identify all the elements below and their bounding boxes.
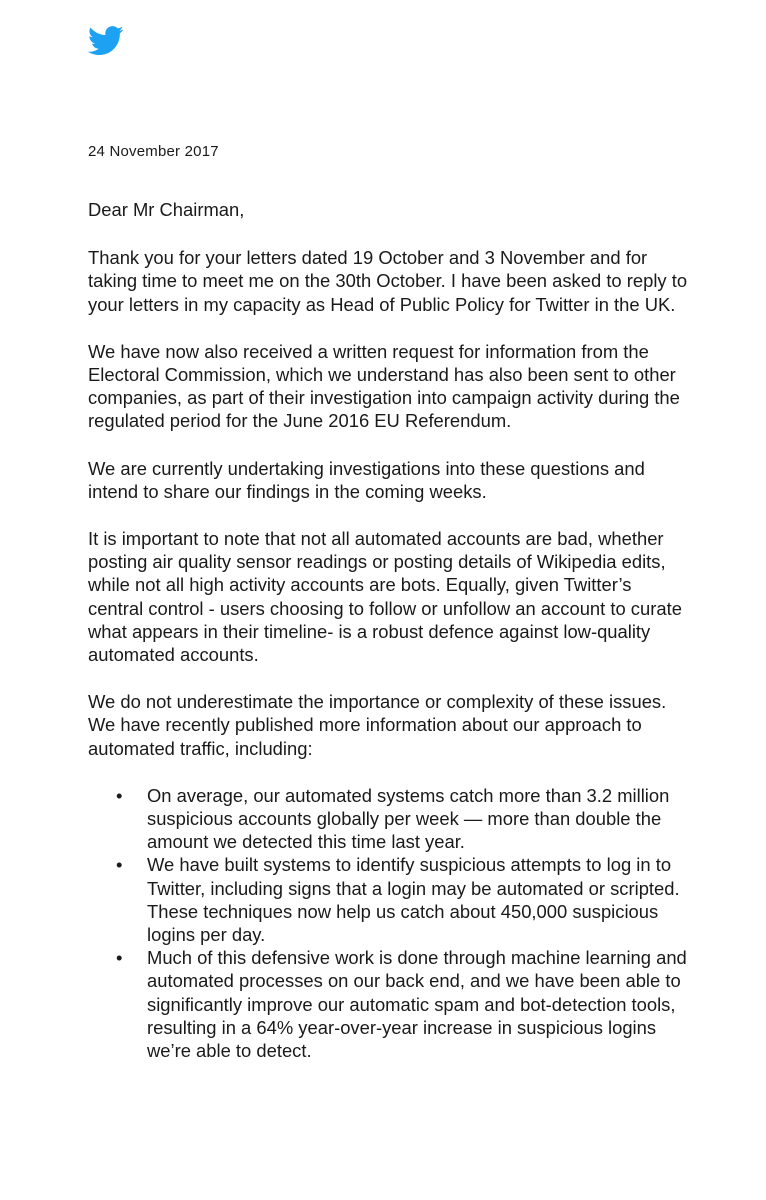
bullet-list (88, 784, 688, 1062)
bullet-marker: • (116, 947, 123, 969)
salutation: Dear Mr Chairman, (88, 199, 245, 220)
twitter-bird-icon (88, 26, 124, 56)
bullet-marker: • (116, 784, 123, 806)
list-item (88, 853, 688, 946)
list-item-text: We have built systems to identify suspicious attempts to log in to Twitter, including signs that a login may be automated or scripted. These techniques now help us catch about 450,000 suspicious logins per day. (147, 854, 680, 946)
list-item (88, 946, 688, 1062)
list-item-text: Much of this defensive work is done through machine learning and automated processes on our back end, and we have been able to significantly improve our automatic spam and bot-detection tools, resulting in a 64% year-over-year increase in suspicious logins we’re able to detect. (147, 947, 687, 1062)
list-item (88, 784, 688, 854)
paragraph-electoral-commission: We have now also received a written request for information from the Electoral Commission, which we understand has also been sent to other companies, as part of their investigation into campaign activity during the regulated period for the June 2016 EU Referendum. (88, 340, 680, 432)
list-item-text: On average, our automated systems catch more than 3.2 million suspicious accounts globally per week — more than double the amount we detected this time last year. (147, 784, 670, 853)
letter-date: 24 November 2017 (88, 143, 219, 160)
paragraph-investigations: We are currently undertaking investigations into these questions and intend to share our findings in the coming weeks. (88, 457, 645, 502)
paragraph-importance: We do not underestimate the importance or complexity of these issues. We have recently published more information about our approach to automated traffic, including: (88, 691, 667, 759)
paragraph-intro: Thank you for your letters dated 19 October and 3 November and for taking time to meet me on the 30th October. I have been asked to reply to your letters in my capacity as Head of Public Policy for Twitter in the UK. (88, 247, 688, 315)
letter-body (88, 198, 688, 1062)
paragraph-automated-accounts: It is important to note that not all automated accounts are bad, whether posting air quality sensor readings or posting details of Wikipedia edits, while not all high activity accounts are bots. Equally, given Twitter’s central control - users choosing to follow or unfollow an account to curate what appears in their timeline- is a robust defence against low-quality automated accounts. (88, 528, 682, 666)
bullet-marker: • (116, 854, 123, 876)
